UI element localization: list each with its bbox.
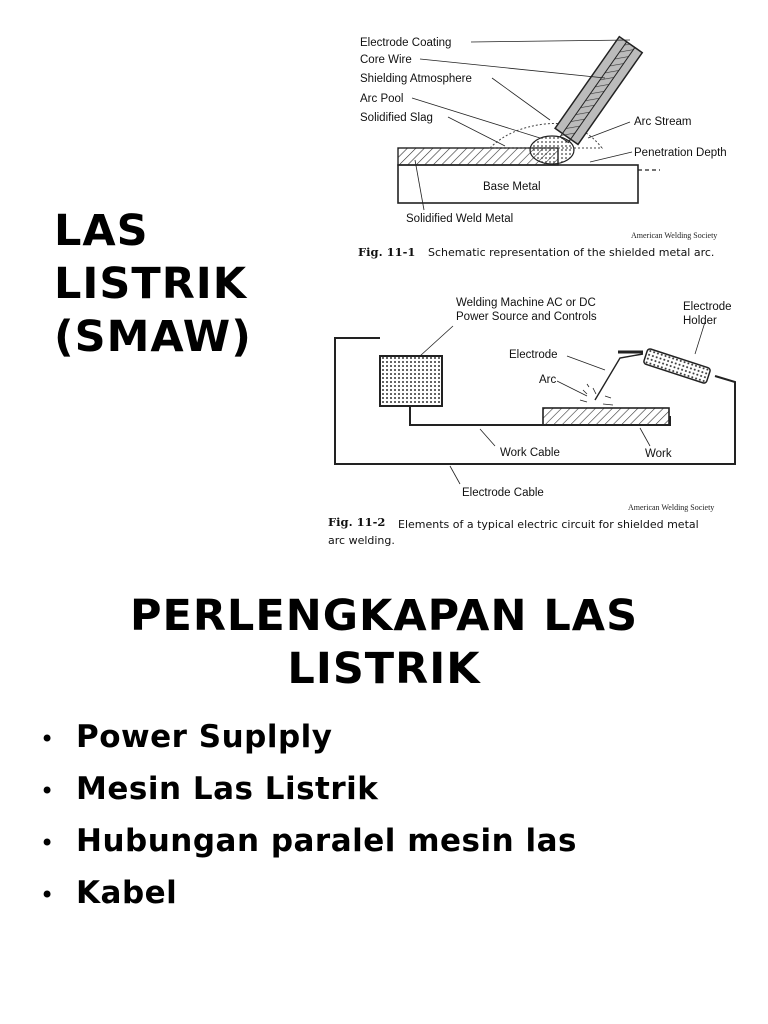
slide-title <box>54 205 304 364</box>
label-electrode-coating: Electrode Coating <box>360 37 452 49</box>
label-holder-line1: Electrode <box>683 301 732 313</box>
list-item <box>40 868 577 920</box>
credit-aws: American Welding Society <box>628 503 715 512</box>
label-arc-stream: Arc Stream <box>634 116 692 128</box>
caption-line1: Elements of a typical electric circuit for shielded metal <box>398 518 699 531</box>
label-shielding-atmosphere: Shielding Atmosphere <box>360 73 472 85</box>
label-machine-line1: Welding Machine AC or DC <box>456 297 596 309</box>
label-holder-line2: Holder <box>683 315 717 327</box>
figure-electric-circuit-drawing <box>325 288 755 553</box>
section-heading-line: LISTRIK <box>287 644 481 694</box>
credit-aws: American Welding Society <box>631 231 718 240</box>
label-work: Work <box>645 448 672 460</box>
list-item-text: Kabel <box>76 875 178 911</box>
label-solidified-weld-metal: Solidified Weld Metal <box>406 213 514 225</box>
figure-electric-circuit <box>325 288 755 553</box>
section-heading <box>0 590 768 696</box>
list-item-text: Hubungan paralel mesin las <box>76 823 577 859</box>
label-penetration-depth: Penetration Depth <box>634 147 727 159</box>
list-item <box>40 712 577 764</box>
label-work-cable: Work Cable <box>500 447 560 459</box>
caption-number: Fig. 11-1 <box>358 245 416 259</box>
caption-text: Schematic representation of the shielded metal arc. <box>428 246 715 259</box>
slide-title-line: LAS <box>54 206 149 256</box>
slide-title-line: LISTRIK <box>54 259 248 309</box>
bullet-icon: • <box>40 829 55 857</box>
label-machine-line2: Power Source and Controls <box>456 311 597 323</box>
bullet-icon: • <box>40 725 55 753</box>
figure-shielded-metal-arc-drawing <box>340 20 760 275</box>
label-arc-pool: Arc Pool <box>360 93 404 105</box>
list-item <box>40 816 577 868</box>
bullet-icon: • <box>40 777 55 805</box>
list-item-text: Power Suplply <box>76 719 333 755</box>
label-arc: Arc <box>539 374 557 386</box>
caption-line2: arc welding. <box>328 534 395 547</box>
caption-number: Fig. 11-2 <box>328 515 386 529</box>
section-heading-line: PERLENGKAPAN LAS <box>129 591 639 641</box>
list-item <box>40 764 577 816</box>
label-electrode: Electrode <box>509 349 558 361</box>
label-electrode-cable: Electrode Cable <box>462 487 544 499</box>
label-base-metal: Base Metal <box>483 181 541 193</box>
bullet-list <box>40 712 577 920</box>
slide-title-line: (SMAW) <box>54 312 252 362</box>
bullet-icon: • <box>40 881 55 909</box>
label-solidified-slag: Solidified Slag <box>360 112 433 124</box>
figure-shielded-metal-arc <box>340 20 760 275</box>
label-core-wire: Core Wire <box>360 54 412 66</box>
list-item-text: Mesin Las Listrik <box>76 771 379 807</box>
